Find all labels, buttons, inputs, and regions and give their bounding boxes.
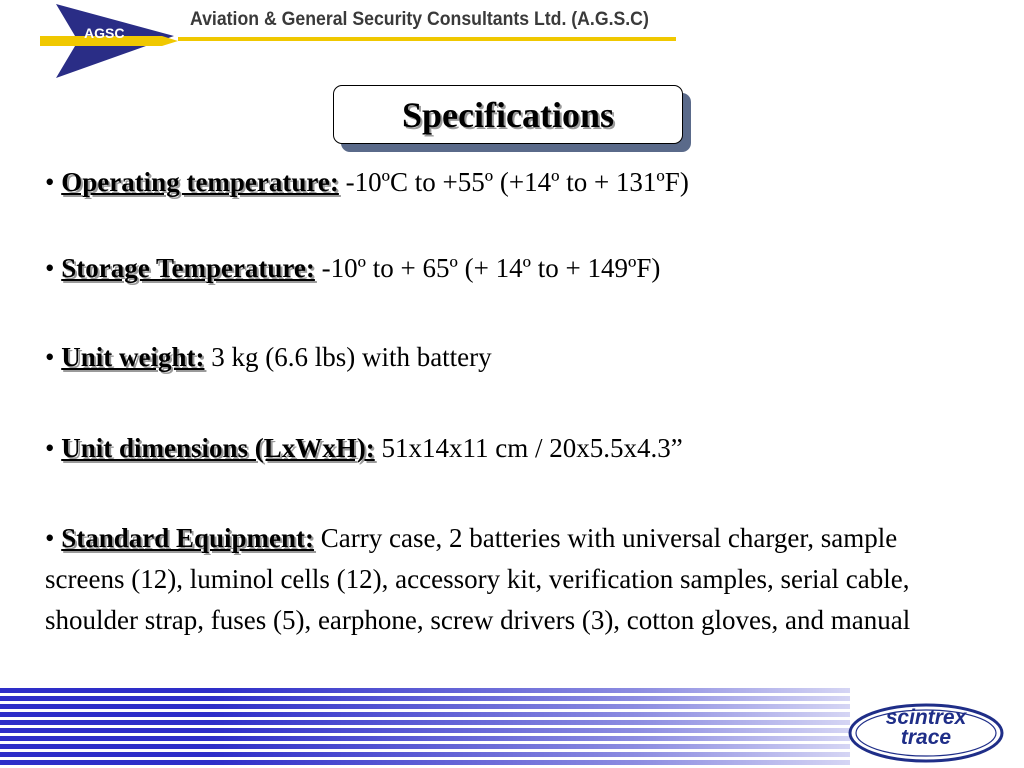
agsc-logo [38, 2, 180, 80]
spec-operating-temperature [45, 162, 920, 203]
bullet: • [45, 523, 55, 553]
spec-label: Operating temperature: [61, 167, 339, 197]
spec-unit-weight [45, 337, 920, 378]
brand-line-2: trace [900, 726, 952, 749]
spec-value: -10ºC to +55º (+14º to + 131ºF) [338, 167, 689, 197]
spec-value: Carry case, 2 batteries with universal charger, sample screens (12), luminol cells (12), accessory kit, verification samples, serial cable, shoulder strap, fuses (5), earphone, screw drivers (3), cotton gloves, and manual [45, 523, 911, 635]
spec-label: Standard Equipment: [61, 523, 315, 553]
bullet: • [45, 253, 55, 283]
company-name: Aviation & General Security Consultants Ltd. (A.G.S.C) [190, 9, 649, 30]
title-box [333, 85, 683, 144]
page-title: Specifications [402, 94, 614, 135]
spec-standard-equipment [45, 518, 920, 641]
brand-line-1: scintrex [885, 706, 967, 729]
bullet: • [45, 433, 55, 463]
footer-stripes-fade [0, 688, 850, 768]
spec-label: Unit weight: [61, 342, 205, 372]
logo-text: AGSC [84, 25, 125, 41]
spec-value: 3 kg (6.6 lbs) with battery [204, 342, 492, 372]
scintrex-wordmark [846, 708, 1006, 748]
spec-label: Storage Temperature: [61, 253, 315, 283]
spec-storage-temperature [45, 248, 920, 289]
bullet: • [45, 342, 55, 372]
spec-value: -10º to + 65º (+ 14º to + 149ºF) [314, 253, 661, 283]
spec-label: Unit dimensions (LxWxH): [61, 433, 375, 463]
header-rule [178, 37, 676, 41]
spec-unit-dimensions [45, 428, 920, 469]
bullet: • [45, 167, 55, 197]
spec-value: 51x14x11 cm / 20x5.5x4.3” [374, 433, 683, 463]
